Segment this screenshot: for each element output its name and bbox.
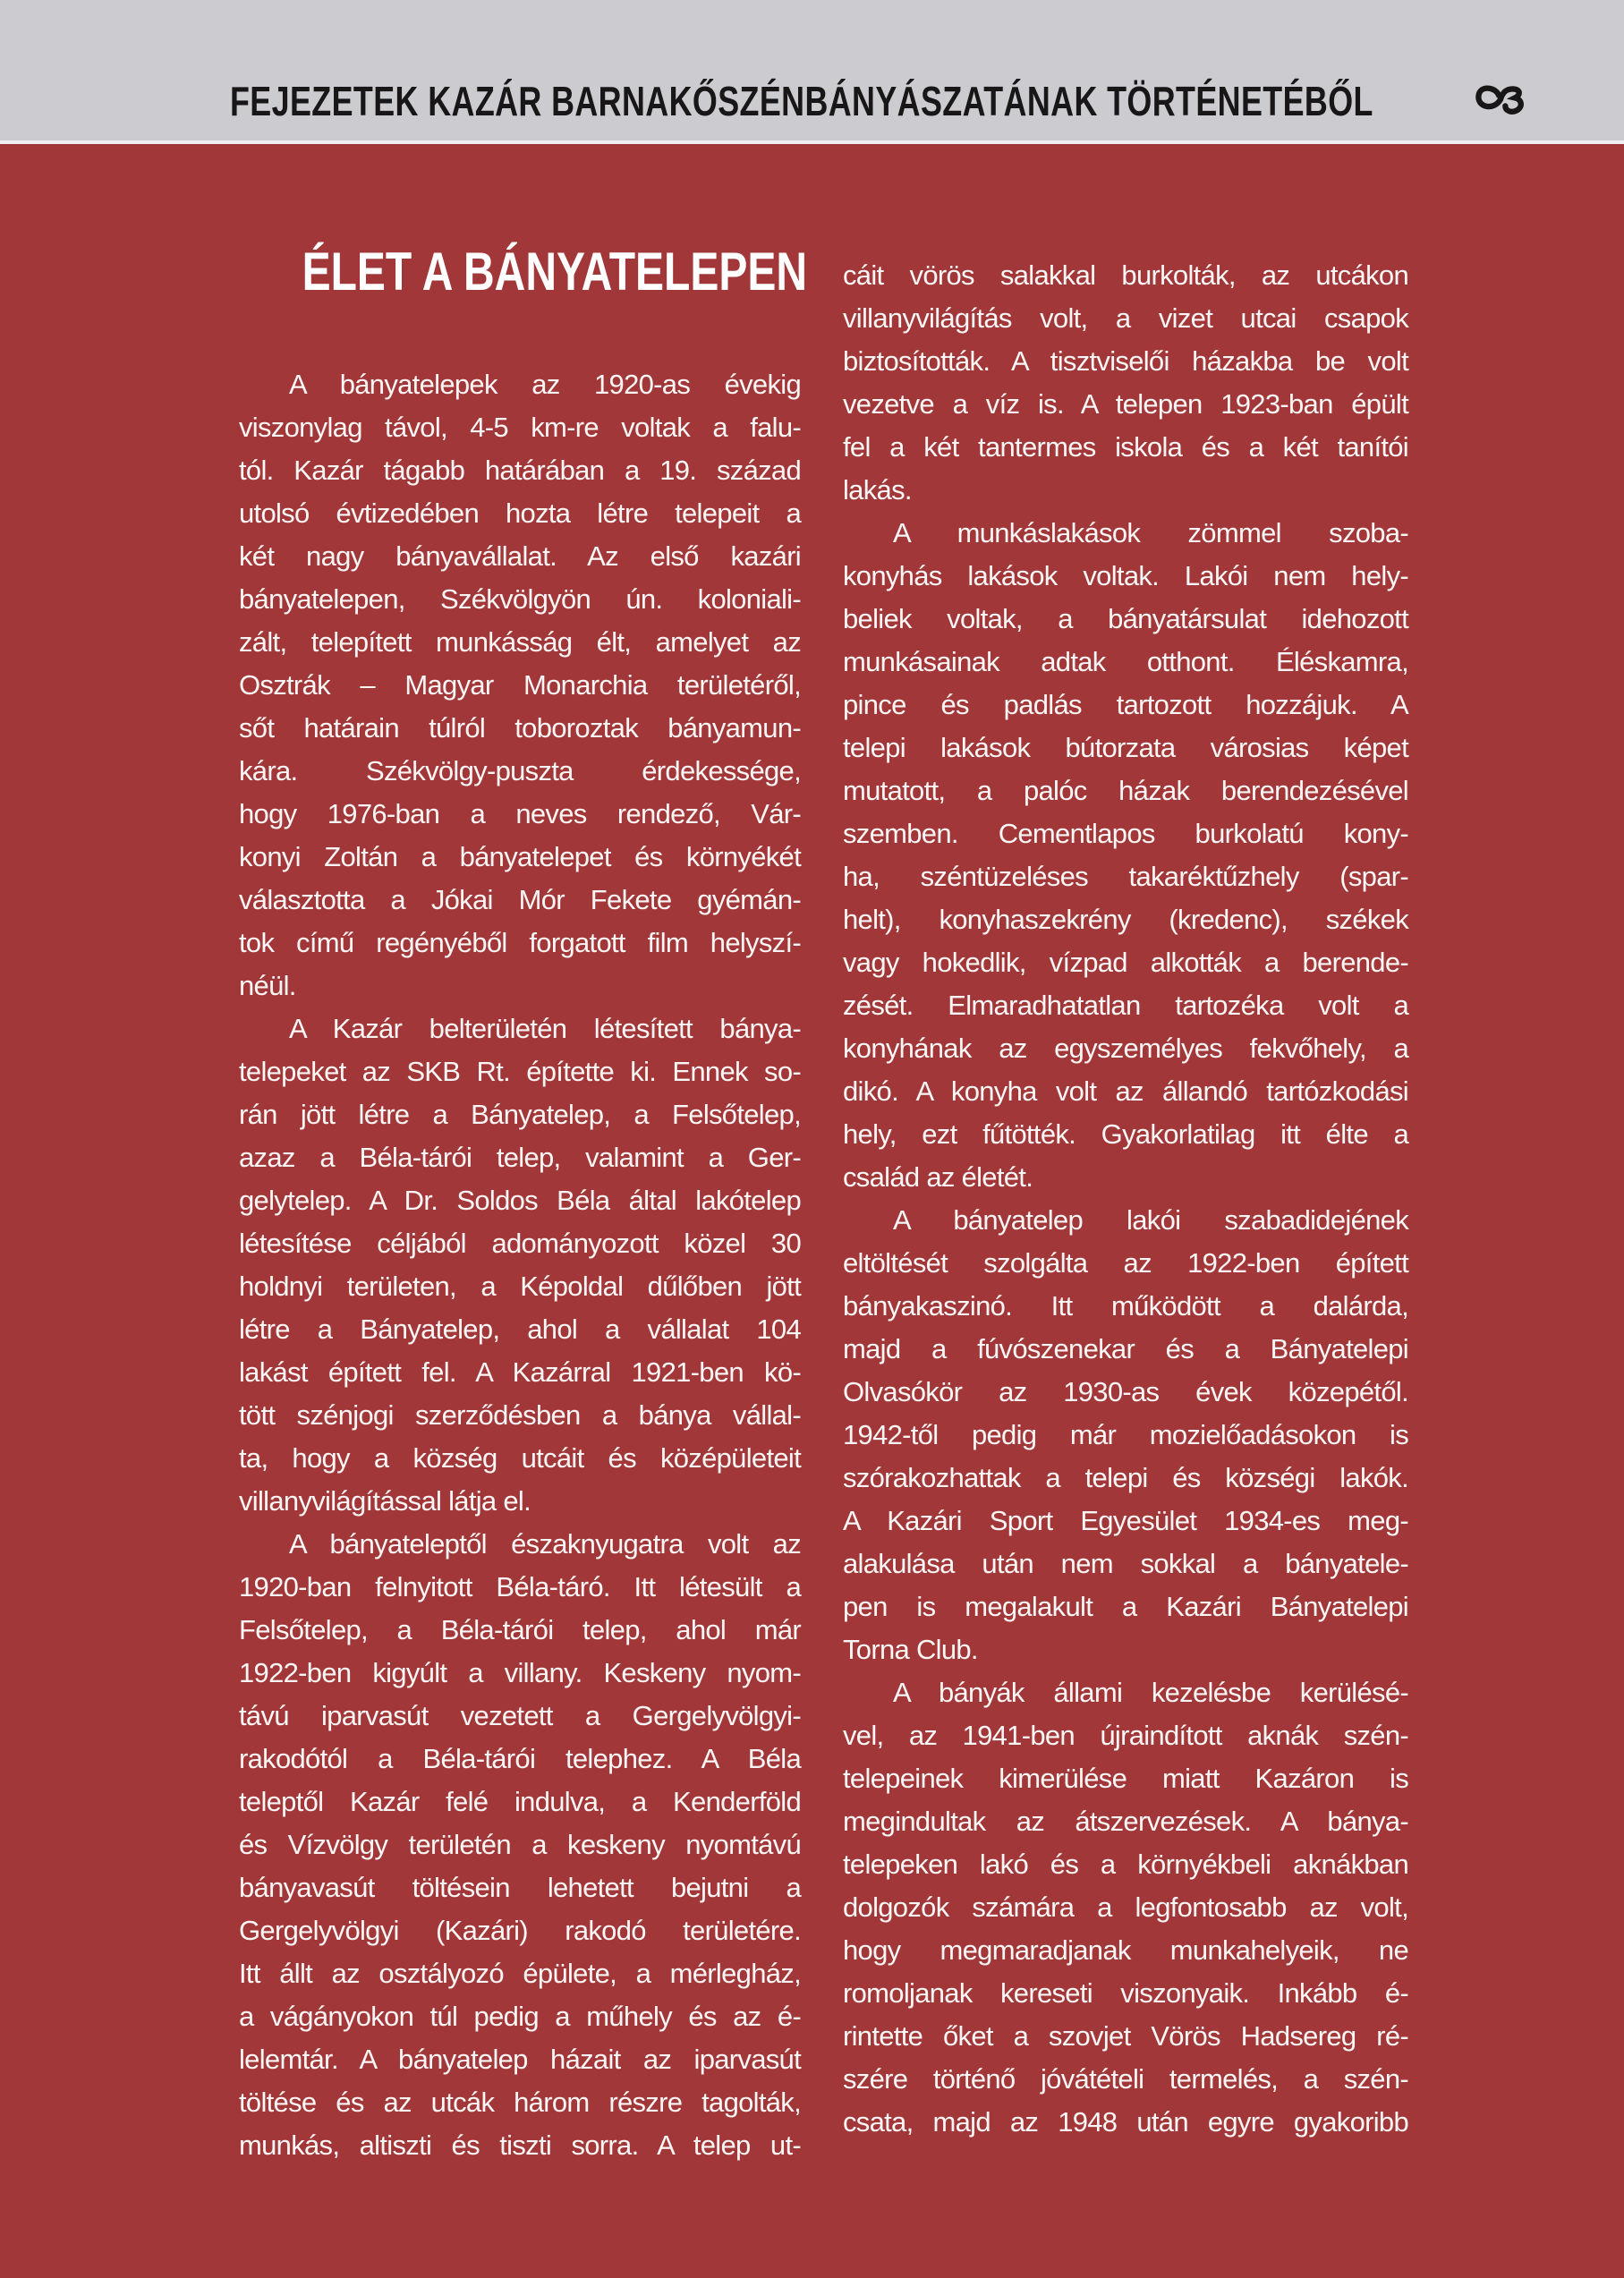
text-line: bányakaszinó. Itt működött a dalárda, bbox=[843, 1290, 1408, 1322]
text-line: család az életét. bbox=[843, 1161, 1033, 1193]
text-line: tok című regényéből forgatott film helyszí- bbox=[239, 927, 801, 958]
text-line: Gergelyvölgyi (Kazári) rakodó területére. bbox=[239, 1915, 801, 1946]
text-line: fel a két tantermes iskola és a két tanítói bbox=[843, 431, 1408, 463]
text-line: utolsó évtizedében hozta létre telepeit a bbox=[239, 497, 801, 529]
text-line: Torna Club. bbox=[843, 1634, 978, 1665]
text-line: azaz a Béla-tárói telep, valamint a Ger- bbox=[239, 1142, 801, 1173]
text-line: tött szénjogi szerződésben a bánya vállal- bbox=[239, 1399, 801, 1431]
text-line: tól. Kazár tágabb határában a 19. század bbox=[239, 455, 801, 486]
text-line: biztosították. A tisztviselői házakba be volt bbox=[843, 345, 1408, 377]
text-line: néül. bbox=[239, 970, 296, 1001]
text-line: pen is megalakult a Kazári Bányatelepi bbox=[843, 1591, 1408, 1622]
right-column-paragraphs bbox=[843, 254, 1408, 2144]
text-line: zését. Elmaradhatatlan tartozéka volt a bbox=[843, 990, 1408, 1021]
text-line: és Vízvölgy területén a keskeny nyomtávú bbox=[239, 1829, 801, 1860]
text-line: konyhának az egyszemélyes fekvőhely, a bbox=[843, 1033, 1408, 1064]
text-line: munkásainak adtak otthont. Éléskamra, bbox=[843, 646, 1408, 677]
article-heading bbox=[239, 242, 808, 302]
text-line: töltése és az utcák három részre tagolták, bbox=[239, 2087, 801, 2118]
text-line: dolgozók számára a legfontosabb az volt, bbox=[843, 1891, 1408, 1923]
text-line: bányatelepen, Székvölgyön ún. koloniali- bbox=[239, 583, 801, 615]
text-line: A munkáslakások zömmel szoba- bbox=[893, 517, 1408, 548]
text-line: rán jött létre a Bányatelep, a Felsőtelep, bbox=[239, 1099, 801, 1130]
paragraph bbox=[239, 1523, 801, 2167]
paragraph bbox=[843, 512, 1408, 1199]
text-line: holdnyi területen, a Képoldal dűlőben jött bbox=[239, 1271, 801, 1302]
paragraph bbox=[843, 1671, 1408, 2144]
text-line: hogy 1976-ban a neves rendező, Vár- bbox=[239, 798, 801, 829]
text-line: 1942-től pedig már mozielőadásokon is bbox=[843, 1419, 1408, 1450]
text-line: lelemtár. A bányatelep házait az iparvasút bbox=[239, 2044, 801, 2075]
text-line: alakulása után nem sokkal a bányatele- bbox=[843, 1548, 1408, 1579]
text-line: szére történő jóvátételi termelés, a szén- bbox=[843, 2063, 1408, 2095]
text-line: cáit vörös salakkal burkolták, az utcákon bbox=[843, 259, 1408, 291]
right-text-column bbox=[843, 254, 1408, 2144]
text-line: Felsőtelep, a Béla-tárói telep, ahol már bbox=[239, 1614, 801, 1645]
text-line: rintette őket a szovjet Vörös Hadsereg ré- bbox=[843, 2020, 1408, 2052]
text-line: Osztrák – Magyar Monarchia területéről, bbox=[239, 669, 801, 701]
swash-ornament-icon bbox=[1474, 83, 1526, 123]
text-line: A bányatelep lakói szabadidejének bbox=[893, 1204, 1408, 1236]
text-line: gelytelep. A Dr. Soldos Béla által lakótelep bbox=[239, 1185, 801, 1216]
text-line: telepeken lakó és a környékbeli aknákban bbox=[843, 1849, 1408, 1880]
text-line: helt), konyhaszekrény (kredenc), székek bbox=[843, 904, 1408, 935]
text-line: teleptől Kazár felé indulva, a Kenderföld bbox=[239, 1786, 801, 1817]
text-line: távú iparvasút vezetett a Gergelyvölgyi- bbox=[239, 1700, 801, 1731]
text-line: szórakozhattak a telepi és községi lakók. bbox=[843, 1462, 1408, 1493]
text-line: telepeinek kimerülése miatt Kazáron is bbox=[843, 1763, 1408, 1794]
left-text-column bbox=[239, 242, 808, 2167]
text-line: választotta a Jókai Mór Fekete gyémán- bbox=[239, 884, 801, 915]
text-line: telepeket az SKB Rt. építette ki. Ennek so- bbox=[239, 1056, 801, 1087]
text-line: konyhás lakások voltak. Lakói nem hely- bbox=[843, 560, 1408, 591]
text-line: villanyvilágítás volt, a vizet utcai csapok bbox=[843, 302, 1408, 334]
text-line: A Kazári Sport Egyesület 1934-es meg- bbox=[843, 1505, 1408, 1536]
text-line: vagy hokedlik, vízpad alkották a berende- bbox=[843, 947, 1408, 978]
text-line: ta, hogy a község utcáit és középületeit bbox=[239, 1442, 801, 1474]
text-line: 1922-ben kigyúlt a villany. Keskeny nyom- bbox=[239, 1657, 801, 1688]
text-line: dikó. A konyha volt az állandó tartózkodási bbox=[843, 1075, 1408, 1107]
text-line: telepi lakások bútorzata városias képet bbox=[843, 732, 1408, 763]
text-line: A bányák állami kezelésbe kerülésé- bbox=[893, 1677, 1408, 1708]
text-line: 1920-ban felnyitott Béla-táró. Itt létesült a bbox=[239, 1571, 801, 1602]
text-line: viszonylag távol, 4-5 km-re voltak a falu- bbox=[239, 412, 801, 443]
text-line: a vágányokon túl pedig a műhely és az é- bbox=[239, 2001, 801, 2032]
text-line: lakás. bbox=[843, 474, 912, 506]
text-line: romoljanak kereseti viszonyaik. Inkább é- bbox=[843, 1977, 1408, 2009]
text-line: vezetve a víz is. A telepen 1923-ban épült bbox=[843, 388, 1408, 420]
text-line: A bányatelepek az 1920-as évekig bbox=[289, 369, 801, 400]
text-line: vel, az 1941-ben újraindított aknák szén- bbox=[843, 1720, 1408, 1751]
text-line: Olvasókör az 1930-as évek közepétől. bbox=[843, 1376, 1408, 1407]
text-line: pince és padlás tartozott hozzájuk. A bbox=[843, 689, 1408, 720]
text-line: majd a fúvószenekar és a Bányatelepi bbox=[843, 1333, 1408, 1364]
text-line: eltöltését szolgálta az 1922-ben épített bbox=[843, 1247, 1408, 1279]
text-line: létre a Bányatelep, ahol a vállalat 104 bbox=[239, 1313, 801, 1345]
text-line: munkás, altiszti és tiszti sorra. A telep ut- bbox=[239, 2129, 801, 2161]
text-line: bányavasút töltésein lehetett bejutni a bbox=[239, 1872, 801, 1903]
text-line: ha, széntüzeléses takaréktűzhely (spar- bbox=[843, 861, 1408, 892]
text-line: megindultak az átszervezések. A bánya- bbox=[843, 1806, 1408, 1837]
text-line: hogy megmaradjanak munkahelyeik, ne bbox=[843, 1934, 1408, 1966]
left-column-paragraphs bbox=[239, 363, 801, 2167]
paragraph bbox=[239, 1007, 801, 1523]
text-line: csata, majd az 1948 után egyre gyakoribb bbox=[843, 2106, 1408, 2138]
text-line: Itt állt az osztályozó épülete, a mérlegház, bbox=[239, 1958, 801, 1989]
text-line: villanyvilágítással látja el. bbox=[239, 1485, 531, 1517]
chapter-running-title: FEJEZETEK KAZÁR BARNAKŐSZÉNBÁNYÁSZATÁNAK TÖRTÉNETÉBŐL bbox=[230, 78, 1373, 124]
text-line: zált, telepített munkásság élt, amelyet az bbox=[239, 626, 801, 658]
text-line: két nagy bányavállalat. Az első kazári bbox=[239, 540, 801, 572]
text-line: sőt határain túlról toboroztak bányamun- bbox=[239, 712, 801, 744]
text-line: beliek voltak, a bányatársulat idehozott bbox=[843, 603, 1408, 634]
text-line: konyi Zoltán a bányatelepet és környékét bbox=[239, 841, 801, 872]
text-line: rakodótól a Béla-tárói telephez. A Béla bbox=[239, 1743, 801, 1774]
text-line: létesítése céljából adományozott közel 30 bbox=[239, 1228, 801, 1259]
paragraph bbox=[843, 254, 1408, 512]
text-line: A bányateleptől északnyugatra volt az bbox=[289, 1528, 801, 1560]
text-line: mutatott, a palóc házak berendezésével bbox=[843, 775, 1408, 806]
text-line: szemben. Cementlapos burkolatú kony- bbox=[843, 818, 1408, 849]
paragraph bbox=[843, 1199, 1408, 1671]
text-line: lakást épített fel. A Kazárral 1921-ben kö- bbox=[239, 1356, 801, 1388]
paragraph bbox=[239, 363, 801, 1007]
band-separator-line bbox=[0, 140, 1624, 144]
text-line: kára. Székvölgy-puszta érdekessége, bbox=[239, 755, 801, 786]
article-heading-text: ÉLET A BÁNYATELEPEN bbox=[302, 242, 808, 302]
text-line: hely, ezt fűtötték. Gyakorlatilag itt élte a bbox=[843, 1118, 1408, 1150]
running-header bbox=[230, 79, 1526, 123]
text-line: A Kazár belterületén létesített bánya- bbox=[289, 1013, 801, 1044]
